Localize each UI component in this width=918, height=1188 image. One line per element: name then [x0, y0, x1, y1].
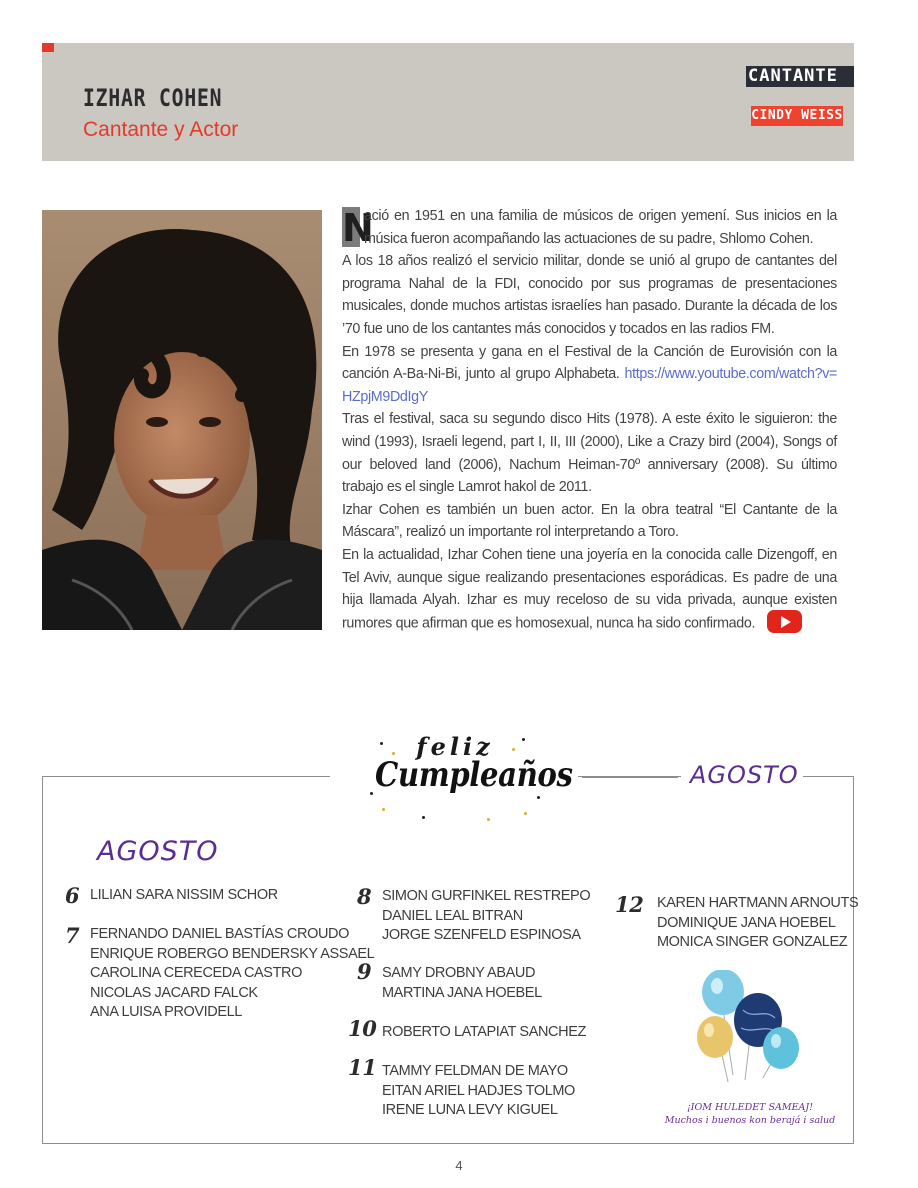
paragraph-2: A los 18 años realizó el servicio militar, donde se unió al grupo de cantantes del programa Nahal de la FDI, conocido por sus programas de presentaciones musicales, donde muchos artistas israelíes han pasado. Durante la década de los ’70 fue uno de los cantantes más conocidos y tocados en las radios FM. [342, 253, 837, 337]
birthday-name: NICOLAS JACARD FALCK [90, 984, 258, 1001]
balloons-icon [693, 970, 805, 1082]
confetti-icon [392, 752, 395, 755]
portrait-photo [42, 210, 322, 630]
birthday-name: ROBERTO LATAPIAT SANCHEZ [382, 1024, 586, 1040]
birthday-name: LILIAN SARA NISSIM SCHOR [90, 887, 278, 903]
birthday-name: JORGE SZENFELD ESPINOSA [382, 927, 581, 944]
page-number: 4 [455, 1158, 463, 1173]
youtube-link[interactable]: https://www.youtube.com/watch?v=HZpjM9DdIgY [342, 366, 837, 405]
youtube-icon[interactable] [767, 610, 802, 633]
paragraph-6: En la actualidad, Izhar Cohen tiene una joyería en la conocida calle Dizengoff, en Tel Aviv, aunque sigue realizando presentaciones esporádicas. Es padre de una hija llamada Alyah. Izhar es muy receloso de su vida privada, aunque existen rumores que afirman que es homosexual, nunca ha sido confirmado. [342, 546, 837, 631]
article-title: IZHAR COHEN [83, 84, 223, 112]
category-tag: CANTANTE [746, 66, 854, 87]
confetti-icon [422, 816, 425, 819]
birthday-name: EITAN ARIEL HADJES TOLMO [382, 1082, 575, 1099]
birthday-name: MONICA SINGER GONZALEZ [657, 934, 848, 951]
confetti-icon [370, 792, 373, 795]
confetti-icon [537, 796, 540, 799]
day-number: 7 [65, 923, 80, 948]
paragraph-1: N ació en 1951 en una familia de músicos de origen yemení. Sus inicios en la música fueron acompañando las actuaciones de su padre, Shlomo Cohen. [342, 206, 837, 250]
heading-cumpleanos: Cumpleaños [375, 755, 573, 795]
article-subtitle: Cantante y Actor [83, 118, 239, 141]
birthday-name: IRENE LUNA LEVY KIGUEL [382, 1102, 558, 1119]
feliz-cumpleanos-heading [362, 728, 573, 824]
divider-line [582, 776, 678, 778]
birthday-wish [660, 1101, 840, 1127]
birthday-name: FERNANDO DANIEL BASTÍAS CROUDO [90, 926, 349, 942]
month-label: AGOSTO [97, 836, 219, 867]
birthday-name: ANA LUISA PROVIDELL [90, 1004, 242, 1021]
drop-cap: N [342, 206, 374, 250]
author-tag: CINDY WEISS [751, 106, 843, 126]
birthday-name: DOMINIQUE JANA HOEBEL [657, 914, 836, 931]
birthday-name: SAMY DROBNY ABAUD [382, 965, 536, 981]
birthday-name: CAROLINA CERECEDA CASTRO [90, 965, 302, 982]
birthday-group [357, 884, 591, 946]
birthday-group [357, 959, 542, 1003]
birthday-group [65, 883, 278, 908]
birthday-name: KAREN HARTMANN ARNOUTS [657, 895, 859, 911]
article-body [342, 205, 837, 635]
wish-line: ¡IOM HULEDET SAMEAJ! [686, 1102, 814, 1113]
confetti-icon [380, 742, 383, 745]
birthday-name: SIMON GURFINKEL RESTREPO [382, 888, 591, 904]
confetti-icon [524, 812, 527, 815]
accent-square [42, 43, 54, 52]
heading-feliz: feliz [416, 732, 494, 761]
birthday-group [348, 1016, 586, 1043]
birthday-name: ENRIQUE ROBERGO BENDERSKY ASSAEL [90, 945, 375, 962]
day-number: 12 [615, 892, 644, 917]
day-number: 9 [357, 959, 372, 984]
paragraph-5: Izhar Cohen es también un buen actor. En la obra teatral “El Cantante de la Máscara”, realizó un importante rol interpretando a Toro. [342, 501, 837, 541]
day-number: 11 [348, 1055, 377, 1080]
day-number: 10 [348, 1016, 377, 1041]
birthday-name: DANIEL LEAL BITRAN [382, 907, 523, 924]
confetti-icon [487, 818, 490, 821]
birthday-group [65, 923, 375, 1023]
birthday-name: TAMMY FELDMAN DE MAYO [382, 1063, 568, 1079]
wish-line: Muchos i buenos kon berajá i salud [664, 1115, 836, 1126]
birthday-group [348, 1055, 575, 1121]
confetti-icon [522, 738, 525, 741]
paragraph-3: En 1978 se presenta y gana en el Festival de la Canción de Eurovisión con la canción A-Ba-Ni-Bi, junto al grupo Alphabeta. https://www.youtube.com/watch?v=HZpjM9DdIgY [342, 343, 837, 405]
day-number: 6 [65, 883, 80, 908]
confetti-icon [512, 748, 515, 751]
day-number: 8 [357, 884, 372, 909]
confetti-icon [382, 808, 385, 811]
paragraph-4: Tras el festival, saca su segundo disco Hits (1978). A este éxito le siguieron: the wind (1993), Israeli legend, part I, II, III (2000), Like a Crazy bird (2004), Songs of our beloved land (2006), Nachum Heiman-70º anniversary (2008). Su último trabajo es el single Lamrot hakol de 2011. [342, 411, 837, 496]
birthday-group [615, 892, 859, 953]
month-label-top: AGOSTO [690, 761, 799, 789]
birthday-name: MARTINA JANA HOEBEL [382, 984, 542, 1001]
